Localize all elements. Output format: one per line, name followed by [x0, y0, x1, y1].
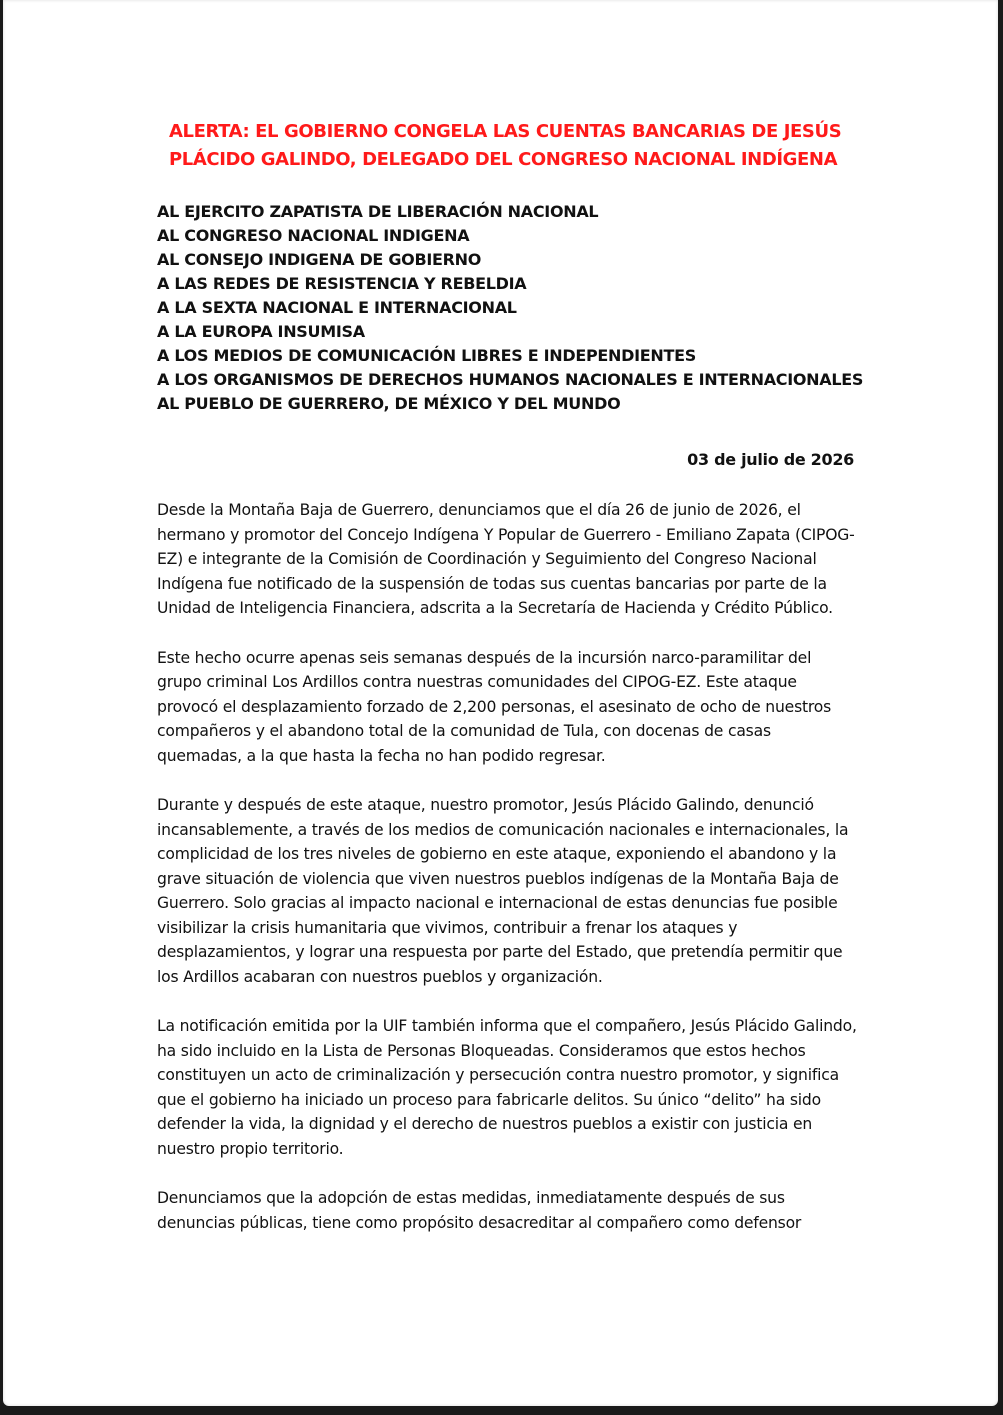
recipient-line: AL EJERCITO ZAPATISTA DE LIBERACIÓN NACIONAL	[157, 202, 599, 221]
recipient-line: A LA SEXTA NACIONAL E INTERNACIONAL	[157, 298, 517, 317]
recipient-line: A LOS MEDIOS DE COMUNICACIÓN LIBRES E INDEPENDIENTES	[157, 346, 696, 365]
document-content	[155, 118, 864, 1235]
document-page	[3, 0, 998, 1406]
body-paragraph: Denunciamos que la adopción de estas medidas, inmediatamente después de sus denuncias públicas, tiene como propósito desacreditar al compañero como defensor	[157, 1189, 802, 1232]
recipient-line: AL CONGRESO NACIONAL INDIGENA	[157, 226, 470, 245]
body-paragraph: Durante y después de este ataque, nuestro promotor, Jesús Plácido Galindo, denunció incansablemente, a través de los medios de comunicación nacionales e internacionales, la complicidad de los tres niveles de gobierno en este ataque, exponiendo el abandono y la grave situación de violencia que viven nuestros pueblos indígenas de la Montaña Baja de Guerrero. Solo gracias al impacto nacional e internacional de estas denuncias fue posible visibilizar la crisis humanitaria que vivimos, contribuir a frenar los ataques y desplazamientos, y lograr una respuesta por parte del Estado, que pretendía permitir que los Ardillos acabaran con nuestros pueblos y organización.	[157, 796, 849, 986]
recipient-line: A LOS ORGANISMOS DE DERECHOS HUMANOS NACIONALES E INTERNACIONALES	[157, 370, 864, 389]
body-paragraph: Desde la Montaña Baja de Guerrero, denunciamos que el día 26 de junio de 2026, el hermano y promotor del Concejo Indígena Y Popular de Guerrero - Emiliano Zapata (CIPOG-EZ) e integrante de la Comisión de Coordinación y Seguimiento del Congreso Nacional Indígena fue notificado de la suspensión de todas sus cuentas bancarias por parte de la Unidad de Inteligencia Financiera, adscrita a la Secretaría de Hacienda y Crédito Público.	[157, 501, 855, 617]
document-date: 03 de julio de 2026	[687, 450, 854, 469]
alert-title: ALERTA: EL GOBIERNO CONGELA LAS CUENTAS BANCARIAS DE JESÚS PLÁCIDO GALINDO, DELEGADO DEL CONGRESO NACIONAL INDÍGENA	[169, 121, 842, 170]
recipient-line: A LAS REDES DE RESISTENCIA Y REBELDIA	[157, 274, 527, 293]
recipient-line: AL PUEBLO DE GUERRERO, DE MÉXICO Y DEL MUNDO	[157, 394, 621, 413]
recipient-line: A LA EUROPA INSUMISA	[157, 322, 365, 341]
body-paragraph: La notificación emitida por la UIF también informa que el compañero, Jesús Plácido Galindo, ha sido incluido en la Lista de Personas Bloqueadas. Consideramos que estos hechos constituyen un acto de criminalización y persecución contra nuestro promotor, y significa que el gobierno ha iniciado un proceso para fabricarle delitos. Su único “delito” ha sido defender la vida, la dignidad y el derecho de nuestros pueblos a existir con justicia en nuestro propio territorio.	[157, 1017, 857, 1158]
recipient-line: AL CONSEJO INDIGENA DE GOBIERNO	[157, 250, 482, 269]
recipient-list	[157, 200, 864, 416]
body-paragraph: Este hecho ocurre apenas seis semanas después de la incursión narco-paramilitar del grupo criminal Los Ardillos contra nuestras comunidades del CIPOG-EZ. Este ataque provocó el desplazamiento forzado de 2,200 personas, el asesinato de ocho de nuestros compañeros y el abandono total de la comunidad de Tula, con docenas de casas quemadas, a la que hasta la fecha no han podido regresar.	[157, 648, 832, 765]
